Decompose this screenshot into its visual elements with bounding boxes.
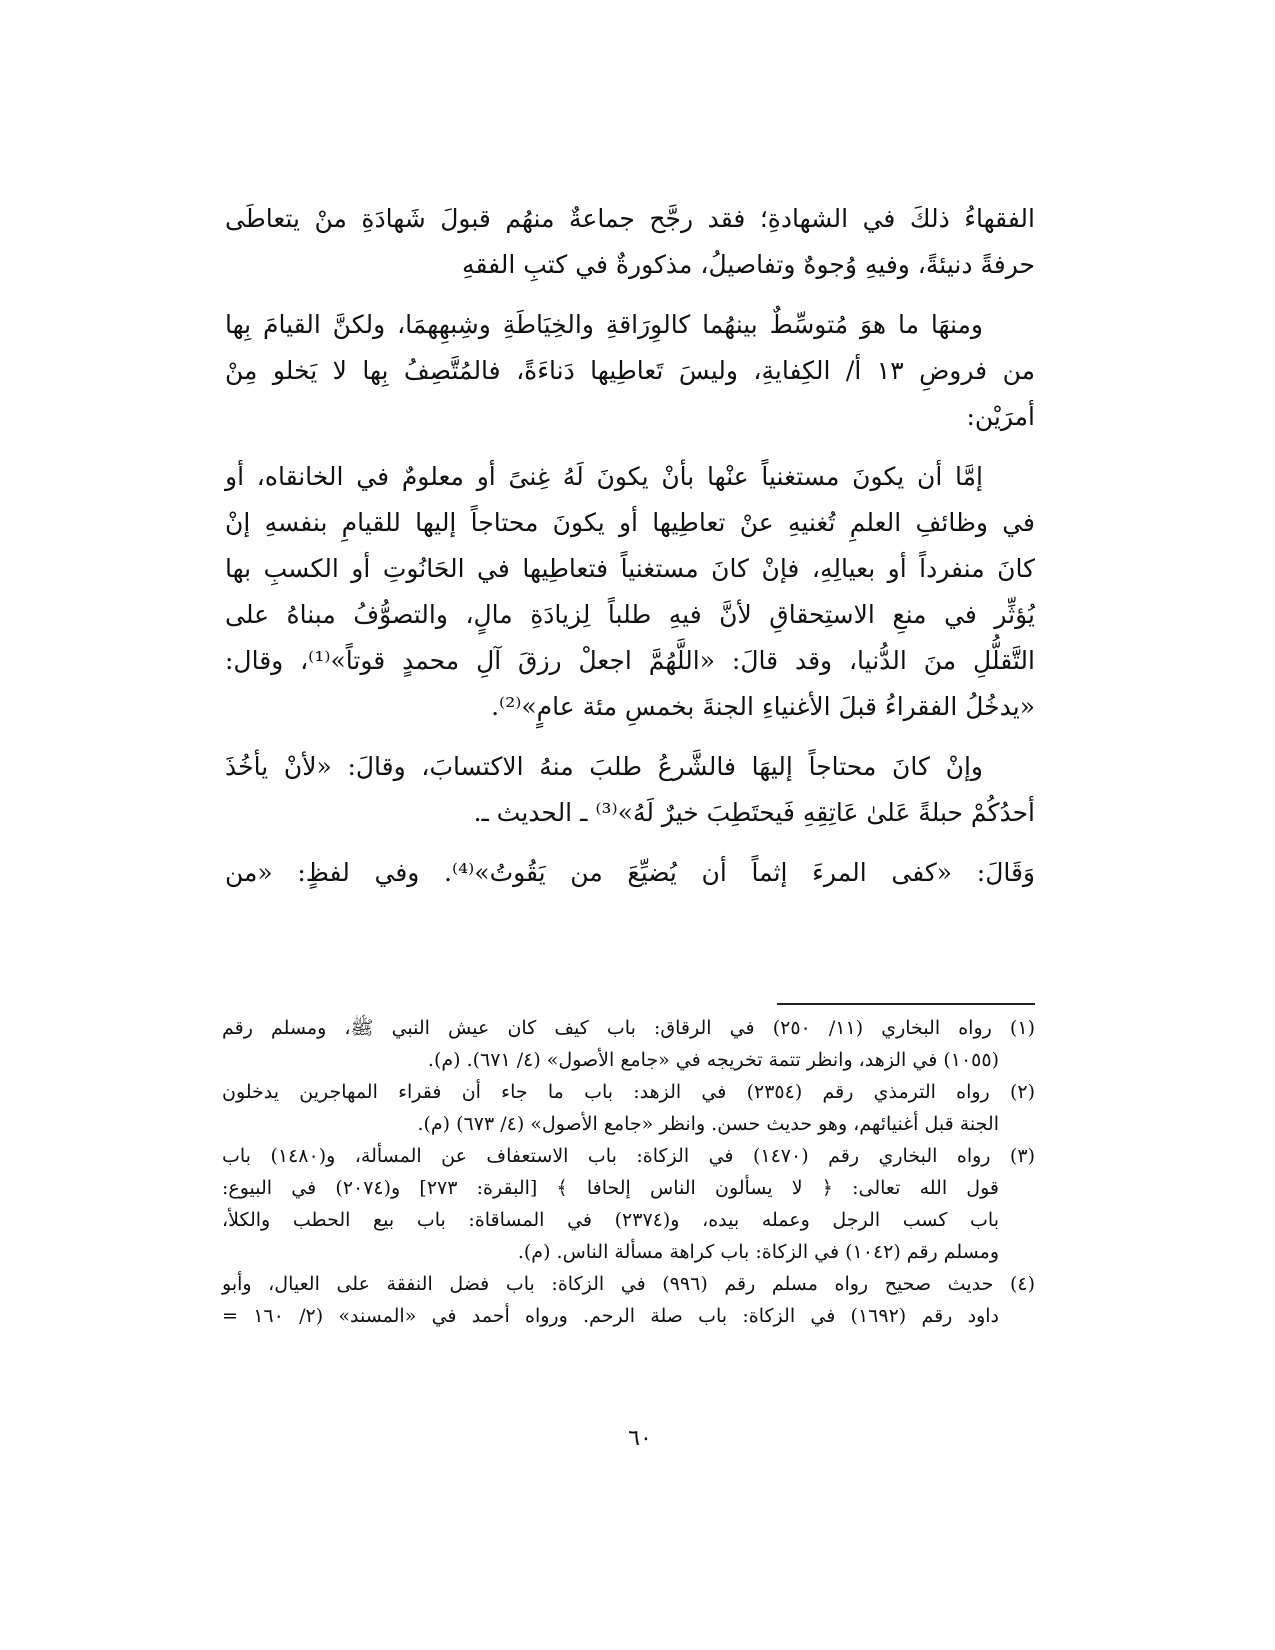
page-number: ٦٠ xyxy=(628,1426,652,1451)
body-line: وَقَالَ: «كفى المرءَ إثماً أن يُضيِّعَ من يَقُوتُ»⁽⁴⁾. وفي لفظٍ: «من xyxy=(225,858,1035,887)
body-line: إمَّا أن يكونَ مستغنياً عنْها بأنْ يكونَ لَهُ غِنىً أو معلومٌ في الخانقاه، أو xyxy=(225,462,984,491)
body-line: حرفةً دنيئةً، وفيهِ وُجوهٌ وتفاصيلُ، مذكورةٌ في كتبِ الفقهِ xyxy=(462,250,1035,279)
paragraph-gap xyxy=(225,730,1035,744)
body-line: «يدخُلُ الفقراءُ قبلَ الأغنياءِ الجنةَ بخمسِ مئة عامٍ»⁽²⁾. xyxy=(491,692,1035,721)
footnote-line: (١) رواه البخاري (١١/ ٢٥٠) في الرقاق: باب كيف كان عيش النبي ﷺ، ومسلم رقم xyxy=(222,1017,1035,1039)
paragraph-gap xyxy=(225,440,1035,454)
footnote-line: داود رقم (١٦٩٢) في الزكاة: باب صلة الرحم. ورواه أحمد في «المسند» (٢/ ١٦٠ = xyxy=(222,1305,999,1327)
footnotes xyxy=(222,1012,1035,1332)
body-line: من فروضِ ١٣ أ/ الكِفايةِ، وليسَ تَعاطِيها دَناءَةً، فالمُتَّصِفُ بِها لا يَخلو مِنْ xyxy=(225,356,1036,385)
footnote-line: باب كسب الرجل وعمله بيده، و(٢٣٧٤) في المساقاة: باب بيع الحطب والكلأ، xyxy=(222,1209,999,1231)
body-line: الفقهاءُ ذلكَ في الشهادةِ؛ فقد رجَّح جماعةٌ منهُم قبولَ شَهادَةِ منْ يتعاطَى xyxy=(225,204,1035,233)
footnote-line: (١٠٥٥) في الزهد، وانظر تتمة تخريجه في «جامع الأصول» (٤/ ٦٧١). (م). xyxy=(427,1049,999,1071)
body-line: في وظائفِ العلمِ تُغنيهِ عنْ تعاطِيها أو يكونَ محتاجاً إليها للقيامِ بنفسهِ إنْ xyxy=(225,508,1035,537)
footnote-line: (٤) حديث صحيح رواه مسلم رقم (٩٩٦) في الزكاة: باب فضل النفقة على العيال، وأبو xyxy=(222,1273,1035,1295)
body-line: أمرَيْن: xyxy=(966,402,1035,431)
body-line: أحدُكُمْ حبلةً عَلىٰ عَاتِقِهِ فَيحتَطِبَ خيرٌ لَهُ»⁽³⁾ ـ الحديث ـ. xyxy=(473,798,1035,827)
paragraph-gap xyxy=(225,836,1035,850)
footnote-line: قول الله تعالى: ﴿ لا يسألون الناس إلحافا ﴾ [البقرة: ٢٧٣] و(٢٠٧٤) في البيوع: xyxy=(222,1177,1000,1199)
footnote-line: (٣) رواه البخاري رقم (١٤٧٠) في الزكاة: باب الاستعفاف عن المسألة، و(١٤٨٠) باب xyxy=(222,1145,1035,1167)
footnote-divider xyxy=(777,1003,1035,1005)
body-line: التَّقلُّلِ منَ الدُّنيا، وقد قالَ: «اللَّهُمَّ اجعلْ رزقَ آلِ محمدٍ قوتاً»⁽¹⁾، وقال: xyxy=(225,646,1035,675)
body-line: يُؤثِّر في منعِ الاستِحقاقِ لأنَّ فيهِ طلباً لِزيادَةِ مالٍ، والتصوُّفُ مبناهُ على xyxy=(225,600,1035,629)
footnote-line: (٢) رواه الترمذي رقم (٢٣٥٤) في الزهد: باب ما جاء أن فقراء المهاجرين يدخلون xyxy=(222,1081,1035,1103)
body-line: وإنْ كانَ محتاجاً إليهَا فالشَّرعُ طلبَ منهُ الاكتسابَ، وقالَ: «لأنْ يأخُذَ xyxy=(225,752,983,781)
body-line: ومنهَا ما هوَ مُتوسِّطٌ بينهُما كالوِرَاقةِ والخِيَاطَةِ وشِبهِهمَا، ولكنَّ القيامَ بِها xyxy=(225,310,983,339)
paragraph-gap xyxy=(225,288,1035,302)
footnote-line: ومسلم رقم (١٠٤٢) في الزكاة: باب كراهة مسألة الناس. (م). xyxy=(517,1241,999,1263)
main-text xyxy=(225,196,1035,896)
footnote-line: الجنة قبل أغنيائهم، وهو حديث حسن. وانظر «جامع الأصول» (٤/ ٦٧٣) (م). xyxy=(417,1113,999,1135)
body-line: كانَ منفرداً أو بعيالِهِ، فإنْ كانَ مستغنياً فتعاطِيها في الحَانُوتِ أو الكسبِ بها xyxy=(225,554,1035,583)
